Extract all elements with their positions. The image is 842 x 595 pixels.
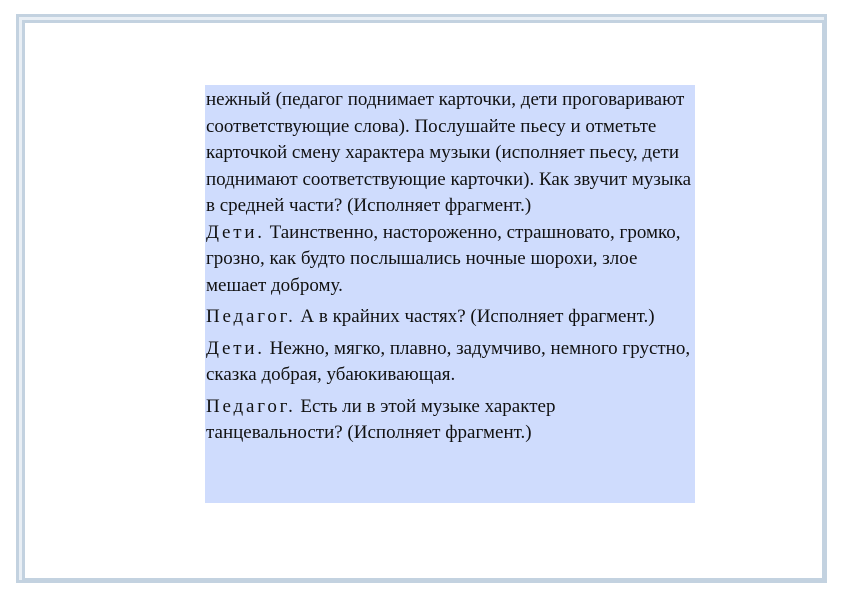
paragraph-teacher-question [206, 304, 695, 331]
text-block [205, 85, 695, 503]
paragraph-children-answer [206, 336, 695, 389]
paragraph-teacher-question [206, 394, 695, 447]
paragraph-text: Таинственно, настороженно, страшновато, громко, грозно, как будто послышались ночные шорохи, злое мешает доброму. [206, 221, 681, 296]
speaker-label: Педагог. [206, 306, 296, 327]
paragraph-intro [206, 87, 695, 220]
paragraph-text: Есть ли в этой музыке характер танцевальности? (Исполняет фрагмент.) [206, 395, 556, 443]
paragraph-text: нежный (педагог поднимает карточки, дети проговаривают соответствующие слова). Послушайте пьесу и отметьте карточкой смену характера музыки (исполняет пьесу, дети поднимают соответствующие карточки). Как звучит музыка в средней части? (Исполняет фрагмент.) [206, 89, 692, 216]
paragraph-children-answer [206, 220, 695, 300]
paragraph-text: А в крайних частях? (Исполняет фрагмент.) [295, 306, 655, 327]
paragraph-text: Нежно, мягко, плавно, задумчиво, немного грустно, сказка добрая, убаюкивающая. [206, 337, 691, 385]
speaker-label: Дети. [206, 337, 265, 359]
speaker-label: Дети. [206, 221, 265, 243]
speaker-label: Педагог. [206, 395, 296, 417]
